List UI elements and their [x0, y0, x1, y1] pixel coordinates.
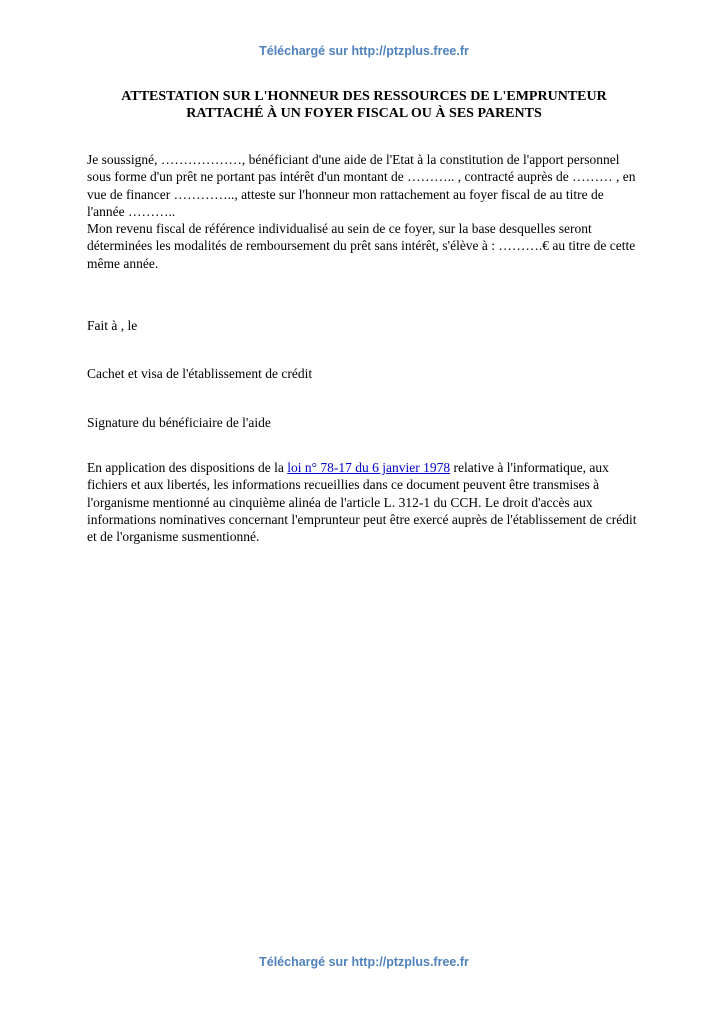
declaration-text: Je soussigné, ………………, bénéficiant d'une aide de l'Etat à la constitution de l'apport personnel sous forme d'un prêt ne portant pas intérêt d'un montant de ……….. , contracté auprès de ……… , en vue de financer ………….., atteste sur l'honneur mon rattachement au foyer fiscal de au titre de l'année ………..	[87, 152, 636, 219]
title-line2: RATTACHÉ À UN FOYER FISCAL OU À SES PARENTS	[186, 106, 542, 121]
income-statement-text: Mon revenu fiscal de référence individualisé au sein de ce foyer, sur la base desquelles seront déterminées les modalités de remboursement du prêt sans intérêt, s'élève à : ……….€ au titre de cette même année.	[87, 221, 636, 271]
document-content	[87, 0, 641, 545]
law-1978-link[interactable]: loi n° 78-17 du 6 janvier 1978	[287, 459, 451, 475]
legal-text-before-link: En application des dispositions de la	[87, 459, 288, 475]
legal-text-after-link: relative à l'informatique, aux fichiers et aux libertés, les informations recueillies dans ce document peuvent être transmises à l'organisme mentionné au cinquième alinéa de l'article L. 312-1 du CCH. Le droit d'accès aux informations nominatives concernant l'emprunteur peut être exercé auprès de l'établissement de crédit et de l'organisme susmentionné.	[87, 459, 637, 545]
place-date-line: Fait à , le	[87, 318, 138, 334]
legal-notice-paragraph	[87, 459, 641, 545]
credit-institution-stamp-line: Cachet et visa de l'établissement de crédit	[87, 366, 313, 382]
header-download-note: Téléchargé sur http://ptzplus.free.fr	[259, 44, 469, 58]
footer-download-note: Téléchargé sur http://ptzplus.free.fr	[259, 955, 469, 969]
declaration-paragraph	[87, 151, 641, 272]
document-title	[87, 88, 641, 122]
beneficiary-signature-line: Signature du bénéficiaire de l'aide	[87, 414, 271, 430]
title-line1: ATTESTATION SUR L'HONNEUR DES RESSOURCES DE L'EMPRUNTEUR	[121, 89, 607, 104]
